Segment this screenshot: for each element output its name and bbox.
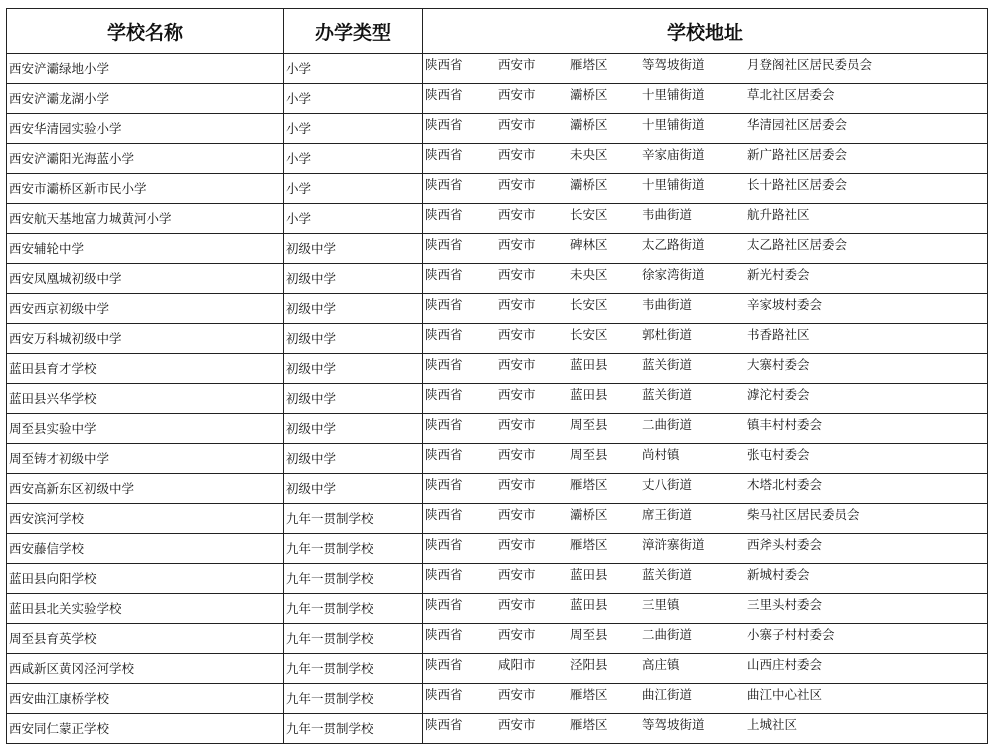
school-address-cell: [423, 144, 988, 174]
school-name-cell: 西安浐灞龙湖小学: [7, 84, 284, 114]
address-street: 二曲街道: [642, 417, 693, 432]
address-community: 太乙路社区居委会: [747, 237, 848, 252]
school-name-cell: 蓝田县兴华学校: [7, 384, 284, 414]
school-type-cell: 初级中学: [284, 234, 423, 264]
school-address-cell: [423, 84, 988, 114]
school-table: [6, 8, 988, 744]
address-province: 陕西省: [425, 207, 463, 222]
school-type-cell: 小学: [284, 144, 423, 174]
school-name-cell: 西安西京初级中学: [7, 294, 284, 324]
table-row: [7, 594, 988, 624]
school-type-cell: 小学: [284, 54, 423, 84]
address-community: 柴马社区居民委员会: [747, 507, 860, 522]
address-province: 陕西省: [425, 477, 463, 492]
school-name-cell: 西安同仁蒙正学校: [7, 714, 284, 744]
address-province: 陕西省: [425, 657, 463, 672]
address-street: 十里铺街道: [642, 117, 705, 132]
school-type-cell: 小学: [284, 174, 423, 204]
address-district: 长安区: [570, 207, 608, 222]
address-province: 陕西省: [425, 327, 463, 342]
address-street: 韦曲街道: [642, 207, 693, 222]
school-name-cell: 蓝田县北关实验学校: [7, 594, 284, 624]
address-community: 上城社区: [747, 717, 798, 732]
school-address-cell: [423, 354, 988, 384]
table-row: [7, 324, 988, 354]
address-district: 蓝田县: [570, 597, 608, 612]
school-address-cell: [423, 324, 988, 354]
address-community: 张屯村委会: [747, 447, 810, 462]
address-community: 辛家坡村委会: [747, 297, 823, 312]
address-city: 西安市: [498, 507, 536, 522]
address-city: 西安市: [498, 207, 536, 222]
address-city: 西安市: [498, 567, 536, 582]
school-name-cell: 周至铸才初级中学: [7, 444, 284, 474]
address-community: 新光村委会: [747, 267, 810, 282]
address-city: 西安市: [498, 357, 536, 372]
address-street: 辛家庙街道: [642, 147, 705, 162]
table-row: [7, 174, 988, 204]
address-city: 西安市: [498, 57, 536, 72]
header-school-type: 办学类型: [284, 9, 423, 54]
address-city: 西安市: [498, 417, 536, 432]
address-street: 蓝关街道: [642, 567, 693, 582]
address-street: 二曲街道: [642, 627, 693, 642]
school-address-cell: [423, 204, 988, 234]
address-street: 蓝关街道: [642, 387, 693, 402]
address-province: 陕西省: [425, 417, 463, 432]
address-city: 西安市: [498, 627, 536, 642]
school-type-cell: 初级中学: [284, 324, 423, 354]
address-community: 航升路社区: [747, 207, 810, 222]
school-name-cell: 西安华清园实验小学: [7, 114, 284, 144]
school-address-cell: [423, 174, 988, 204]
school-type-cell: 九年一贯制学校: [284, 714, 423, 744]
school-type-cell: 九年一贯制学校: [284, 624, 423, 654]
school-name-cell: 西安市灞桥区新市民小学: [7, 174, 284, 204]
school-name-cell: 周至县育英学校: [7, 624, 284, 654]
address-street: 等驾坡街道: [642, 57, 705, 72]
address-city: 咸阳市: [498, 657, 536, 672]
address-province: 陕西省: [425, 537, 463, 552]
address-province: 陕西省: [425, 147, 463, 162]
address-city: 西安市: [498, 327, 536, 342]
table-row: [7, 564, 988, 594]
table-row: [7, 384, 988, 414]
school-address-cell: [423, 504, 988, 534]
address-street: 丈八街道: [642, 477, 693, 492]
address-district: 周至县: [570, 627, 608, 642]
school-type-cell: 九年一贯制学校: [284, 594, 423, 624]
address-province: 陕西省: [425, 567, 463, 582]
school-address-cell: [423, 114, 988, 144]
address-province: 陕西省: [425, 357, 463, 372]
table-row: [7, 414, 988, 444]
address-province: 陕西省: [425, 87, 463, 102]
address-community: 华清园社区居委会: [747, 117, 848, 132]
address-district: 未央区: [570, 147, 608, 162]
address-city: 西安市: [498, 297, 536, 312]
school-type-cell: 小学: [284, 114, 423, 144]
school-address-cell: [423, 714, 988, 744]
address-district: 蓝田县: [570, 567, 608, 582]
address-community: 镇丰村村委会: [747, 417, 823, 432]
address-province: 陕西省: [425, 507, 463, 522]
table-row: [7, 264, 988, 294]
address-district: 雁塔区: [570, 57, 608, 72]
address-city: 西安市: [498, 267, 536, 282]
table-row: [7, 684, 988, 714]
address-city: 西安市: [498, 237, 536, 252]
address-province: 陕西省: [425, 387, 463, 402]
school-address-cell: [423, 234, 988, 264]
address-district: 雁塔区: [570, 687, 608, 702]
address-community: 小寨子村村委会: [747, 627, 835, 642]
address-city: 西安市: [498, 447, 536, 462]
address-community: 书香路社区: [747, 327, 810, 342]
address-province: 陕西省: [425, 117, 463, 132]
table-row: [7, 204, 988, 234]
table-row: [7, 534, 988, 564]
address-city: 西安市: [498, 177, 536, 192]
address-district: 长安区: [570, 327, 608, 342]
address-district: 碑林区: [570, 237, 608, 252]
school-address-cell: [423, 534, 988, 564]
school-name-cell: 西安藤信学校: [7, 534, 284, 564]
table-row: [7, 444, 988, 474]
address-community: 滹沱村委会: [747, 387, 810, 402]
table-row: [7, 624, 988, 654]
address-district: 雁塔区: [570, 537, 608, 552]
header-school-name: 学校名称: [7, 9, 284, 54]
address-city: 西安市: [498, 537, 536, 552]
school-address-cell: [423, 264, 988, 294]
address-city: 西安市: [498, 147, 536, 162]
address-community: 三里头村委会: [747, 597, 823, 612]
address-street: 等驾坡街道: [642, 717, 705, 732]
table-row: [7, 474, 988, 504]
address-city: 西安市: [498, 717, 536, 732]
address-community: 木塔北村委会: [747, 477, 823, 492]
school-name-cell: 周至县实验中学: [7, 414, 284, 444]
school-type-cell: 小学: [284, 204, 423, 234]
address-province: 陕西省: [425, 177, 463, 192]
address-community: 西斧头村委会: [747, 537, 823, 552]
school-type-cell: 初级中学: [284, 354, 423, 384]
address-community: 长十路社区居委会: [747, 177, 848, 192]
table-row: [7, 294, 988, 324]
school-name-cell: 西安高新东区初级中学: [7, 474, 284, 504]
school-type-cell: 九年一贯制学校: [284, 654, 423, 684]
school-address-cell: [423, 654, 988, 684]
school-address-cell: [423, 54, 988, 84]
address-street: 蓝关街道: [642, 357, 693, 372]
address-community: 新城村委会: [747, 567, 810, 582]
address-district: 周至县: [570, 417, 608, 432]
address-city: 西安市: [498, 477, 536, 492]
school-type-cell: 九年一贯制学校: [284, 564, 423, 594]
address-district: 灞桥区: [570, 117, 608, 132]
address-street: 席王街道: [642, 507, 693, 522]
address-district: 周至县: [570, 447, 608, 462]
school-address-cell: [423, 564, 988, 594]
address-province: 陕西省: [425, 57, 463, 72]
address-city: 西安市: [498, 117, 536, 132]
header-school-address: 学校地址: [423, 9, 988, 54]
school-address-cell: [423, 384, 988, 414]
school-name-cell: 西安浐灞绿地小学: [7, 54, 284, 84]
address-street: 高庄镇: [642, 657, 680, 672]
school-name-cell: 西安辅轮中学: [7, 234, 284, 264]
table-row: [7, 144, 988, 174]
address-district: 灞桥区: [570, 87, 608, 102]
address-street: 郭杜街道: [642, 327, 693, 342]
school-name-cell: 西安滨河学校: [7, 504, 284, 534]
address-street: 三里镇: [642, 597, 680, 612]
school-type-cell: 小学: [284, 84, 423, 114]
school-type-cell: 初级中学: [284, 474, 423, 504]
school-address-cell: [423, 294, 988, 324]
school-type-cell: 九年一贯制学校: [284, 504, 423, 534]
address-district: 长安区: [570, 297, 608, 312]
school-address-cell: [423, 444, 988, 474]
address-community: 草北社区居委会: [747, 87, 835, 102]
address-community: 大寨村委会: [747, 357, 810, 372]
address-district: 灞桥区: [570, 177, 608, 192]
school-name-cell: 蓝田县育才学校: [7, 354, 284, 384]
address-district: 泾阳县: [570, 657, 608, 672]
address-street: 徐家湾街道: [642, 267, 705, 282]
address-district: 蓝田县: [570, 387, 608, 402]
address-street: 十里铺街道: [642, 87, 705, 102]
table-row: [7, 354, 988, 384]
school-name-cell: 西安凤凰城初级中学: [7, 264, 284, 294]
address-community: 曲江中心社区: [747, 687, 823, 702]
address-city: 西安市: [498, 597, 536, 612]
address-district: 雁塔区: [570, 717, 608, 732]
school-type-cell: 九年一贯制学校: [284, 534, 423, 564]
school-address-cell: [423, 474, 988, 504]
school-name-cell: 蓝田县向阳学校: [7, 564, 284, 594]
address-street: 十里铺街道: [642, 177, 705, 192]
address-district: 蓝田县: [570, 357, 608, 372]
table-row: [7, 84, 988, 114]
address-city: 西安市: [498, 687, 536, 702]
address-community: 月登阁社区居民委员会: [747, 57, 873, 72]
school-name-cell: 西安万科城初级中学: [7, 324, 284, 354]
address-street: 太乙路街道: [642, 237, 705, 252]
school-name-cell: 西安航天基地富力城黄河小学: [7, 204, 284, 234]
address-district: 灞桥区: [570, 507, 608, 522]
address-province: 陕西省: [425, 687, 463, 702]
school-type-cell: 初级中学: [284, 444, 423, 474]
address-province: 陕西省: [425, 447, 463, 462]
school-type-cell: 九年一贯制学校: [284, 684, 423, 714]
address-province: 陕西省: [425, 267, 463, 282]
school-type-cell: 初级中学: [284, 414, 423, 444]
address-province: 陕西省: [425, 297, 463, 312]
table-row: [7, 654, 988, 684]
address-street: 曲江街道: [642, 687, 693, 702]
address-community: 新广路社区居委会: [747, 147, 848, 162]
school-type-cell: 初级中学: [284, 384, 423, 414]
school-name-cell: 西安曲江康桥学校: [7, 684, 284, 714]
school-name-cell: 西咸新区黄冈泾河学校: [7, 654, 284, 684]
school-address-cell: [423, 594, 988, 624]
address-street: 尚村镇: [642, 447, 680, 462]
school-type-cell: 初级中学: [284, 264, 423, 294]
address-province: 陕西省: [425, 237, 463, 252]
address-city: 西安市: [498, 387, 536, 402]
table-row: [7, 714, 988, 744]
address-province: 陕西省: [425, 717, 463, 732]
school-address-cell: [423, 624, 988, 654]
address-district: 雁塔区: [570, 477, 608, 492]
address-district: 未央区: [570, 267, 608, 282]
table-row: [7, 114, 988, 144]
header-row: [7, 9, 988, 54]
address-province: 陕西省: [425, 627, 463, 642]
school-name-cell: 西安浐灞阳光海蓝小学: [7, 144, 284, 174]
address-street: 韦曲街道: [642, 297, 693, 312]
school-type-cell: 初级中学: [284, 294, 423, 324]
table-row: [7, 504, 988, 534]
school-address-cell: [423, 684, 988, 714]
address-community: 山西庄村委会: [747, 657, 823, 672]
address-province: 陕西省: [425, 597, 463, 612]
address-city: 西安市: [498, 87, 536, 102]
table-row: [7, 234, 988, 264]
address-street: 漳浒寨街道: [642, 537, 705, 552]
table-row: [7, 54, 988, 84]
school-address-cell: [423, 414, 988, 444]
